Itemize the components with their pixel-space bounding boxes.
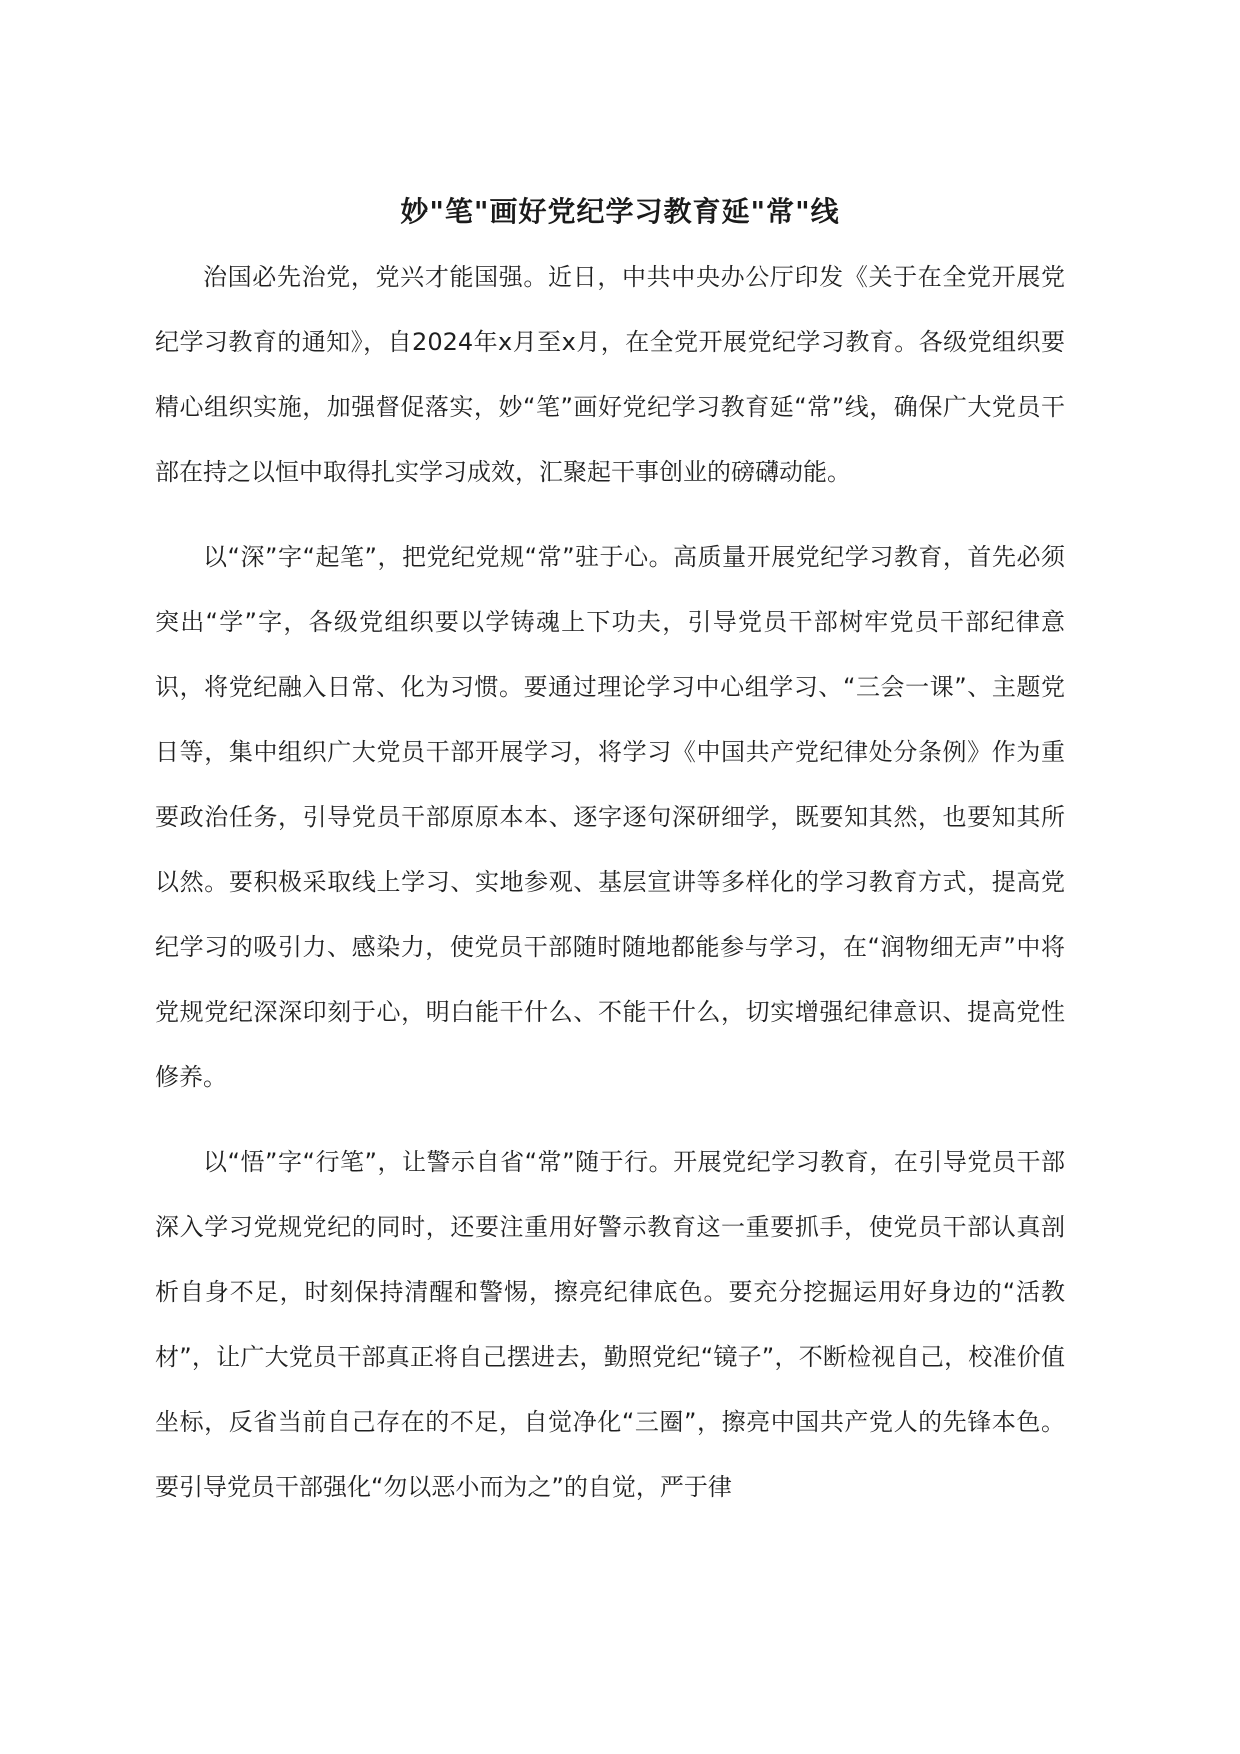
paragraph: 以“悟”字“行笔”，让警示自省“常”随于行。开展党纪学习教育，在引导党员干部深入学习党规党纪的同时，还要注重用好警示教育这一重要抓手，使党员干部认真剖析自身不足，时刻保持清醒和警惕，擦亮纪律底色。要充分挖掘运用好身边的“活教材”，让广大党员干部真正将自己摆进去，勤照党纪“镜子”，不断检视自己，校准价值坐标，反省当前自己存在的不足，自觉净化“三圈”，擦亮中国共产党人的先锋本色。要引导党员干部强化“勿以恶小而为之”的自觉，严于律	[155, 1148, 1065, 1501]
paragraph: 以“深”字“起笔”，把党纪党规“常”驻于心。高质量开展党纪学习教育，首先必须突出“学”字，各级党组织要以学铸魂上下功夫，引导党员干部树牢党员干部纪律意识，将党纪融入日常、化为习惯。要通过理论学习中心组学习、“三会一课”、主题党日等，集中组织广大党员干部开展学习，将学习《中国共产党纪律处分条例》作为重要政治任务，引导党员干部原原本本、逐字逐句深研细学，既要知其然，也要知其所以然。要积极采取线上学习、实地参观、基层宣讲等多样化的学习教育方式，提高党纪学习的吸引力、感染力，使党员干部随时随地都能参与学习，在“润物细无声”中将党规党纪深深印刻于心，明白能干什么、不能干什么，切实增强纪律意识、提高党性修养。	[155, 543, 1065, 1091]
document-title: 妙"笔"画好党纪学习教育延"常"线	[400, 195, 840, 228]
document-body	[155, 245, 1065, 1540]
paragraph: 治国必先治党，党兴才能国强。近日，中共中央办公厅印发《关于在全党开展党纪学习教育的通知》，自2024年x月至x月，在全党开展党纪学习教育。各级党组织要精心组织实施，加强督促落实，妙“笔”画好党纪学习教育延“常”线，确保广大党员干部在持之以恒中取得扎实学习成效，汇聚起干事创业的磅礴动能。	[155, 263, 1065, 486]
